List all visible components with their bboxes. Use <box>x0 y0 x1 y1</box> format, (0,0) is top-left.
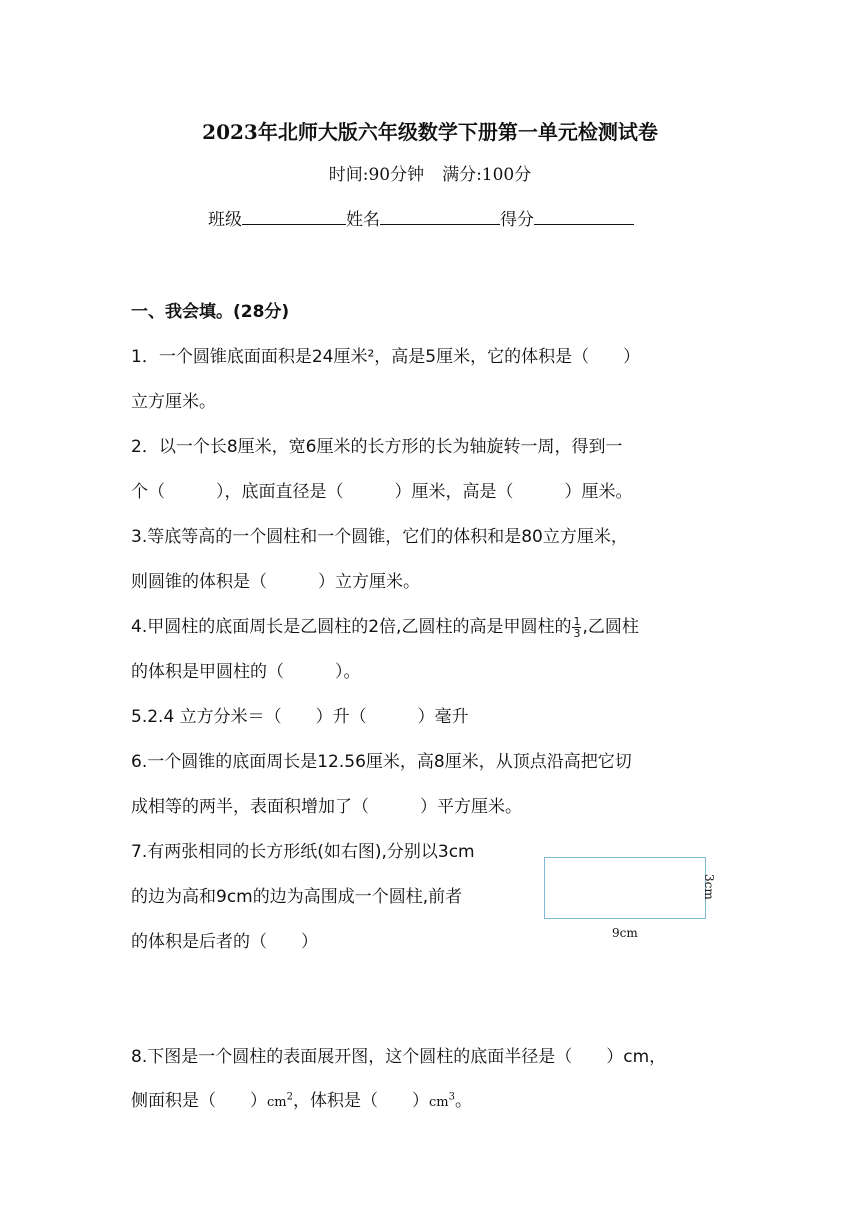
q4-fraction <box>572 616 581 639</box>
q8-line-2-part-b: ，体积是（ ） <box>292 1091 429 1111</box>
q4-line-1-after: ,乙圆柱 <box>582 617 639 637</box>
q4-fraction-denominator: 3 <box>573 626 581 640</box>
q4-line-1 <box>131 612 639 639</box>
q8-line-2-part-a: 侧面积是（ ） <box>131 1091 267 1111</box>
score-blank <box>534 206 634 225</box>
q7-line-1: 7.有两张相同的长方形纸(如右图),分别以3cm <box>131 842 475 862</box>
section-1-heading: 一、我会填。(28分) <box>131 302 290 322</box>
exam-time: 时间:90分钟 <box>328 165 425 185</box>
score-label: 得分 <box>500 210 534 230</box>
q6-line-2: 成相等的两半，表面积增加了（ ）平方厘米。 <box>131 797 522 817</box>
q8-unit-cm-1: cm <box>267 1095 287 1110</box>
q2-line-2: 个（ ），底面直径是（ ）厘米，高是（ ）厘米。 <box>131 482 633 502</box>
q7-line-3: 的体积是后者的（ ） <box>131 932 318 952</box>
q4-line-2: 的体积是甲圆柱的（ ）。 <box>131 662 361 682</box>
exam-meta <box>0 160 860 185</box>
q7-figure-height-label: 3cm <box>702 874 716 900</box>
q8-line-2-part-c: 。 <box>454 1091 472 1111</box>
q3-line-2: 则圆锥的体积是（ ）立方厘米。 <box>131 572 420 592</box>
q8-unit-cm-2: cm <box>428 1095 449 1110</box>
class-blank <box>242 206 346 225</box>
student-info-row <box>208 205 634 230</box>
q7-figure-width-label: 9cm <box>612 926 638 940</box>
q8-line-1: 8.下图是一个圆柱的表面展开图，这个圆柱的底面半径是（ ）cm， <box>131 1047 667 1067</box>
exam-full-score: 满分:100分 <box>442 165 532 185</box>
q2-line-1: 2．以一个长8厘米，宽6厘米的长方形的长为轴旋转一周，得到一 <box>131 437 623 457</box>
name-label: 姓名 <box>346 210 380 230</box>
q8-superscript-3: 3 <box>448 1091 455 1103</box>
q4-line-1-before: 4.甲圆柱的底面周长是乙圆柱的2倍,乙圆柱的高是甲圆柱的 <box>131 617 572 637</box>
q3-line-1: 3.等底等高的一个圆柱和一个圆锥，它们的体积和是80立方厘米， <box>131 527 628 547</box>
q4-fraction-numerator: 1 <box>573 614 581 628</box>
q1-line-1: 1．一个圆锥底面面积是24厘米²，高是5厘米，它的体积是（ ） <box>131 347 641 367</box>
q8-line-2 <box>131 1086 472 1111</box>
q6-line-1: 6.一个圆锥的底面周长是12.56厘米，高8厘米，从顶点沿高把它切 <box>131 752 632 772</box>
name-blank <box>380 206 500 225</box>
class-label: 班级 <box>208 210 242 230</box>
exam-title: 2023年北师大版六年级数学下册第一单元检测试卷 <box>202 120 658 144</box>
q5-line-1: 5.2.4 立方分米＝（ ）升（ ）毫升 <box>131 707 469 727</box>
q8-superscript-2: 2 <box>286 1091 293 1103</box>
q7-rectangle-figure <box>544 857 706 919</box>
q7-line-2: 的边为高和9cm的边为高围成一个圆柱,前者 <box>131 887 463 907</box>
q1-line-2: 立方厘米。 <box>131 392 216 412</box>
